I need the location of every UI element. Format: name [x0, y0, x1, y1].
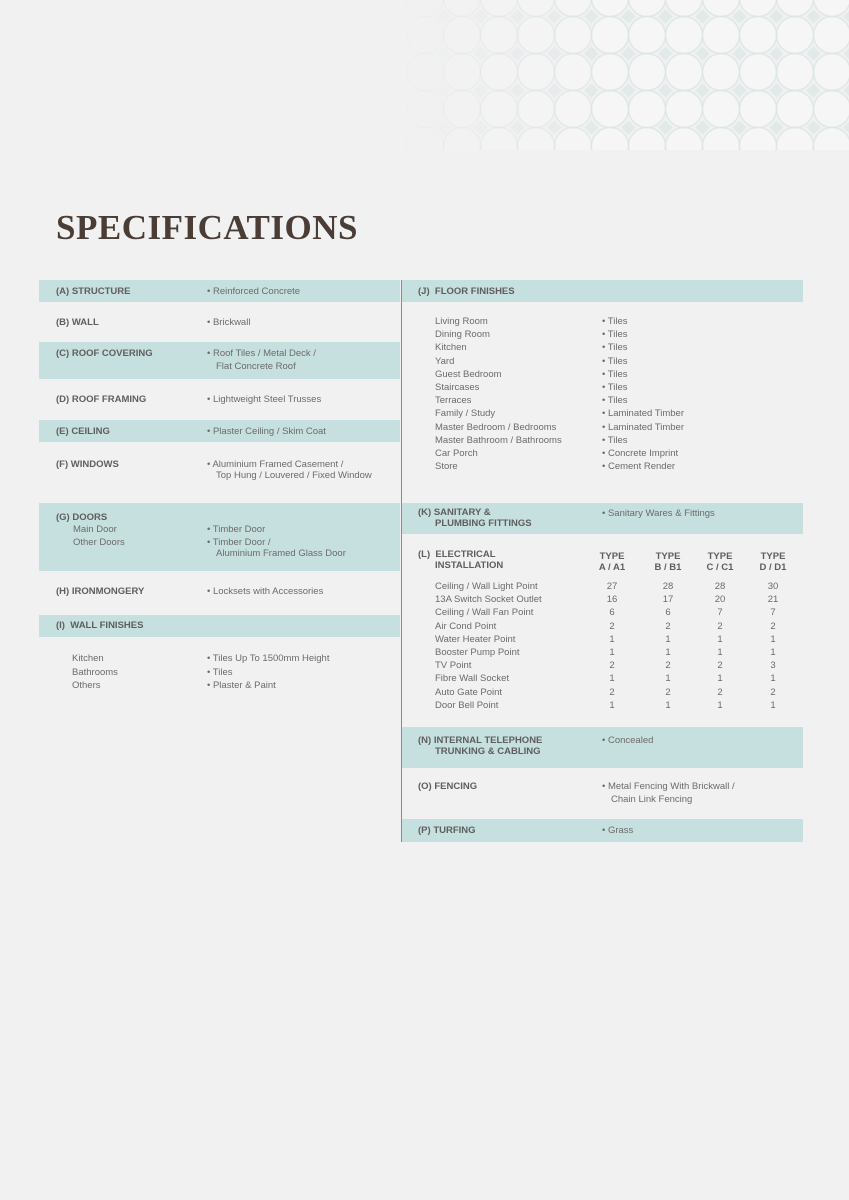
- section-code: (F): [56, 459, 69, 470]
- table-row-label: Air Cond Point: [435, 620, 497, 632]
- spec-ironmongery: [39, 579, 400, 605]
- list-item-value: • Tiles: [602, 395, 628, 407]
- spec-doors: [39, 503, 400, 571]
- table-cell: 2: [717, 660, 723, 672]
- table-cell: 1: [609, 633, 615, 645]
- table-cell: 3: [770, 660, 776, 672]
- list-item-name: Bathrooms: [72, 667, 118, 678]
- list-item-name: Guest Bedroom: [435, 368, 502, 380]
- section-value: • Brickwall: [207, 317, 251, 328]
- pattern-circle: [777, 54, 814, 91]
- table-row-label: TV Point: [435, 660, 472, 672]
- section-code: (D): [56, 394, 70, 405]
- section-value: • Lightweight Steel Trusses: [207, 394, 322, 405]
- table-row-label: Booster Pump Point: [435, 647, 520, 658]
- pattern-circle: [666, 0, 703, 17]
- pattern-circle: [592, 54, 629, 91]
- table-cell: 6: [609, 607, 615, 619]
- list-item-name: Others: [72, 680, 101, 691]
- section-label: IRONMONGERY: [71, 586, 145, 597]
- pattern-circle: [407, 91, 444, 128]
- pattern-circle: [592, 128, 629, 151]
- section-code: (G): [56, 512, 70, 523]
- pattern-circle: [407, 54, 444, 91]
- column-header-type: [646, 551, 690, 573]
- section-label: ELECTRICAL: [435, 549, 496, 560]
- pattern-circle: [444, 0, 481, 17]
- list-item-value: • Tiles: [602, 342, 628, 354]
- section-value: • Locksets with Accessories: [207, 586, 324, 597]
- section-code: (A): [56, 286, 70, 297]
- section-label: FENCING: [434, 781, 478, 792]
- table-cell: 21: [767, 594, 779, 606]
- table-cell: 1: [717, 633, 723, 645]
- pattern-circle: [666, 17, 703, 54]
- section-value: • Grass: [602, 825, 634, 836]
- section-label-cont: PLUMBING FITTINGS: [435, 518, 532, 529]
- type-code: A / A1: [598, 562, 626, 573]
- spec-sanitary: [402, 503, 803, 534]
- decorative-circle-pattern: [370, 0, 849, 150]
- section-code: (E): [56, 426, 69, 437]
- list-item-value: • Timber Door /: [207, 537, 271, 548]
- table-cell: 2: [609, 660, 615, 672]
- table-cell: 2: [609, 620, 615, 632]
- section-label: FLOOR FINISHES: [434, 286, 515, 297]
- table-row-label: Ceiling / Wall Fan Point: [435, 607, 534, 619]
- section-value-cont: Chain Link Fencing: [611, 794, 693, 805]
- spec-windows: [39, 452, 400, 492]
- list-item-name: Living Room: [435, 316, 488, 327]
- section-value: • Metal Fencing With Brickwall /: [602, 781, 735, 792]
- pattern-circle: [481, 128, 518, 151]
- pattern-circle: [740, 54, 777, 91]
- table-row-label: Water Heater Point: [435, 633, 516, 645]
- table-cell: 2: [609, 686, 615, 698]
- section-label: DOORS: [72, 512, 108, 523]
- table-cell: 6: [665, 607, 671, 619]
- pattern-circle: [814, 128, 849, 151]
- column-header-type: [751, 551, 795, 573]
- list-item-name: Yard: [435, 355, 455, 367]
- list-item-value: • Laminated Timber: [602, 408, 685, 420]
- pattern-circle: [407, 17, 444, 54]
- pattern-circle: [629, 128, 666, 151]
- section-value-cont: Top Hung / Louvered / Fixed Window: [216, 470, 372, 481]
- table-cell: 1: [770, 647, 776, 658]
- table-row-label: 13A Switch Socket Outlet: [435, 594, 542, 606]
- section-label: TURFING: [433, 825, 476, 836]
- type-label: TYPE: [707, 551, 733, 562]
- pattern-circle: [666, 91, 703, 128]
- pattern-circle: [555, 0, 592, 17]
- section-code: (N): [418, 735, 432, 746]
- pattern-circle: [481, 91, 518, 128]
- section-label-cont: TRUNKING & CABLING: [435, 746, 541, 757]
- section-value: • Reinforced Concrete: [207, 286, 301, 297]
- table-cell: 27: [606, 581, 618, 592]
- pattern-circle: [740, 91, 777, 128]
- pattern-circle: [481, 54, 518, 91]
- pattern-circle: [481, 17, 518, 54]
- spec-roof-covering: [39, 342, 400, 379]
- section-code: (C): [56, 348, 70, 359]
- pattern-circle: [629, 91, 666, 128]
- list-item-name: Master Bathroom / Bathrooms: [435, 434, 562, 446]
- section-label: ROOF COVERING: [71, 348, 153, 359]
- section-value-cont: Flat Concrete Roof: [216, 361, 296, 372]
- table-cell: 1: [665, 633, 671, 645]
- type-code: C / C1: [706, 562, 734, 573]
- spec-floor-finishes: [402, 280, 803, 302]
- table-cell: 7: [770, 607, 776, 619]
- table-cell: 30: [767, 581, 779, 592]
- type-code: B / B1: [654, 562, 682, 573]
- type-label: TYPE: [599, 551, 625, 562]
- pattern-circle: [444, 128, 481, 151]
- spec-telephone: [402, 727, 803, 768]
- list-item-value: • Tiles: [602, 316, 628, 327]
- section-code: (J): [418, 286, 430, 297]
- pattern-circle: [407, 128, 444, 151]
- spec-ceiling: [39, 420, 400, 442]
- table-cell: 1: [665, 673, 671, 685]
- section-code: (P): [418, 825, 431, 836]
- pattern-circle: [703, 91, 740, 128]
- section-code: (H): [56, 586, 70, 597]
- pattern-circle: [703, 54, 740, 91]
- pattern-circle: [518, 91, 555, 128]
- section-label: WALL: [71, 317, 99, 328]
- list-item-name: Kitchen: [72, 653, 104, 664]
- pattern-circle: [703, 17, 740, 54]
- table-cell: 28: [714, 581, 726, 592]
- pattern-circle: [444, 17, 481, 54]
- table-cell: 2: [717, 620, 723, 632]
- pattern-circle: [629, 54, 666, 91]
- section-label: ROOF FRAMING: [71, 394, 147, 405]
- section-code: (K): [418, 507, 432, 518]
- pattern-circle: [555, 54, 592, 91]
- column-header-type: [590, 551, 634, 573]
- table-row-label: Fibre Wall Socket: [435, 673, 510, 685]
- pattern-circle: [666, 128, 703, 151]
- list-item-value: • Tiles Up To 1500mm Height: [207, 653, 330, 664]
- column-header-type: [698, 551, 742, 573]
- table-cell: 28: [662, 581, 674, 592]
- table-cell: 1: [717, 647, 723, 658]
- section-label: SANITARY &: [433, 507, 491, 518]
- table-cell: 1: [609, 699, 615, 711]
- table-cell: 17: [662, 594, 674, 606]
- list-item-name: Staircases: [435, 382, 480, 393]
- pattern-circle: [814, 91, 849, 128]
- pattern-circle: [518, 54, 555, 91]
- section-label: CEILING: [71, 426, 110, 437]
- list-item-name: Store: [435, 461, 458, 473]
- section-value: • Concealed: [602, 735, 654, 746]
- section-label-cont: INSTALLATION: [435, 560, 504, 571]
- pattern-circle: [592, 91, 629, 128]
- type-code: D / D1: [759, 562, 787, 573]
- table-cell: 2: [665, 620, 671, 632]
- pattern-circle: [703, 128, 740, 151]
- pattern-circle: [592, 0, 629, 17]
- pattern-circle: [777, 17, 814, 54]
- pattern-circle: [666, 54, 703, 91]
- section-code: (I): [56, 620, 65, 631]
- list-item-name: Family / Study: [435, 408, 496, 420]
- list-item-value: • Tiles: [602, 382, 628, 393]
- list-item-value: • Tiles: [207, 667, 233, 678]
- pattern-circle: [444, 91, 481, 128]
- list-item-value: • Laminated Timber: [602, 421, 685, 433]
- pattern-circle: [814, 54, 849, 91]
- spec-fencing: [402, 776, 803, 812]
- list-item-name: Terraces: [435, 395, 472, 407]
- list-item-value: • Concrete Imprint: [602, 448, 679, 459]
- pattern-circle: [407, 0, 444, 17]
- table-cell: 1: [665, 699, 671, 711]
- pattern-circle: [740, 0, 777, 17]
- list-item-name: Car Porch: [435, 448, 478, 459]
- pattern-circle: [555, 128, 592, 151]
- wall-finishes-list: [39, 652, 400, 697]
- list-item-value: • Plaster & Paint: [207, 680, 276, 691]
- pattern-circle: [740, 128, 777, 151]
- table-cell: 1: [609, 647, 615, 658]
- section-label: WINDOWS: [70, 459, 119, 470]
- pattern-circle: [814, 0, 849, 17]
- list-item-value: • Tiles: [602, 329, 628, 341]
- pattern-circle: [740, 17, 777, 54]
- pattern-circle: [814, 17, 849, 54]
- table-cell: 7: [717, 607, 723, 619]
- table-cell: 2: [770, 620, 776, 632]
- section-code: (O): [418, 781, 432, 792]
- table-cell: 2: [717, 686, 723, 698]
- list-item-name: Other Doors: [73, 537, 125, 548]
- list-item-name: Kitchen: [435, 342, 467, 354]
- pattern-circle: [777, 91, 814, 128]
- pattern-circle: [703, 0, 740, 17]
- list-item-value: • Tiles: [602, 368, 628, 380]
- pattern-circle: [555, 17, 592, 54]
- section-label: INTERNAL TELEPHONE: [433, 735, 543, 746]
- section-value: • Plaster Ceiling / Skim Coat: [207, 426, 326, 437]
- table-row-label: Auto Gate Point: [435, 686, 503, 698]
- list-item-value: • Tiles: [602, 434, 628, 446]
- spec-structure: [39, 280, 400, 302]
- floor-finishes-list: [402, 315, 803, 475]
- pattern-circle: [592, 17, 629, 54]
- table-cell: 16: [606, 594, 618, 606]
- table-row-label: Ceiling / Wall Light Point: [435, 581, 538, 592]
- table-cell: 2: [665, 686, 671, 698]
- pattern-circle: [777, 0, 814, 17]
- table-cell: 2: [665, 660, 671, 672]
- pattern-circle: [518, 128, 555, 151]
- list-item-value-cont: Aluminium Framed Glass Door: [216, 548, 346, 559]
- section-value: • Aluminium Framed Casement /: [207, 459, 344, 470]
- spec-wall: [39, 311, 400, 337]
- section-label: STRUCTURE: [71, 286, 131, 297]
- spec-turfing: [402, 819, 803, 842]
- type-label: TYPE: [655, 551, 681, 562]
- table-cell: 1: [665, 647, 671, 658]
- table-cell: 2: [770, 686, 776, 698]
- list-item-name: Main Door: [73, 524, 117, 535]
- table-cell: 1: [717, 699, 723, 711]
- pattern-circle: [629, 0, 666, 17]
- pattern-circle: [518, 0, 555, 17]
- table-cell: 1: [609, 673, 615, 685]
- spec-roof-framing: [39, 387, 400, 413]
- list-item-name: Dining Room: [435, 329, 490, 341]
- spec-wall-finishes: [39, 615, 400, 637]
- pattern-circle: [444, 54, 481, 91]
- pattern-circle: [629, 17, 666, 54]
- section-value: • Roof Tiles / Metal Deck /: [207, 348, 316, 359]
- list-item-value: • Timber Door: [207, 524, 266, 535]
- table-cell: 1: [770, 699, 776, 711]
- table-cell: 1: [770, 673, 776, 685]
- section-value: • Sanitary Wares & Fittings: [602, 508, 715, 519]
- pattern-circle: [481, 0, 518, 17]
- pattern-circle: [518, 17, 555, 54]
- section-code: (L): [418, 549, 431, 560]
- table-row-label: Door Bell Point: [435, 699, 499, 711]
- list-item-value: • Cement Render: [602, 461, 676, 473]
- pattern-circle: [777, 128, 814, 151]
- spec-electrical: [402, 546, 803, 716]
- table-cell: 1: [717, 673, 723, 685]
- page-title: SPECIFICATIONS: [56, 208, 358, 247]
- section-label: WALL FINISHES: [70, 620, 144, 631]
- table-cell: 20: [714, 594, 726, 606]
- type-label: TYPE: [760, 551, 786, 562]
- list-item-value: • Tiles: [602, 355, 628, 367]
- pattern-circle: [555, 91, 592, 128]
- table-cell: 1: [770, 633, 776, 645]
- list-item-name: Master Bedroom / Bedrooms: [435, 421, 557, 433]
- section-code: (B): [56, 317, 70, 328]
